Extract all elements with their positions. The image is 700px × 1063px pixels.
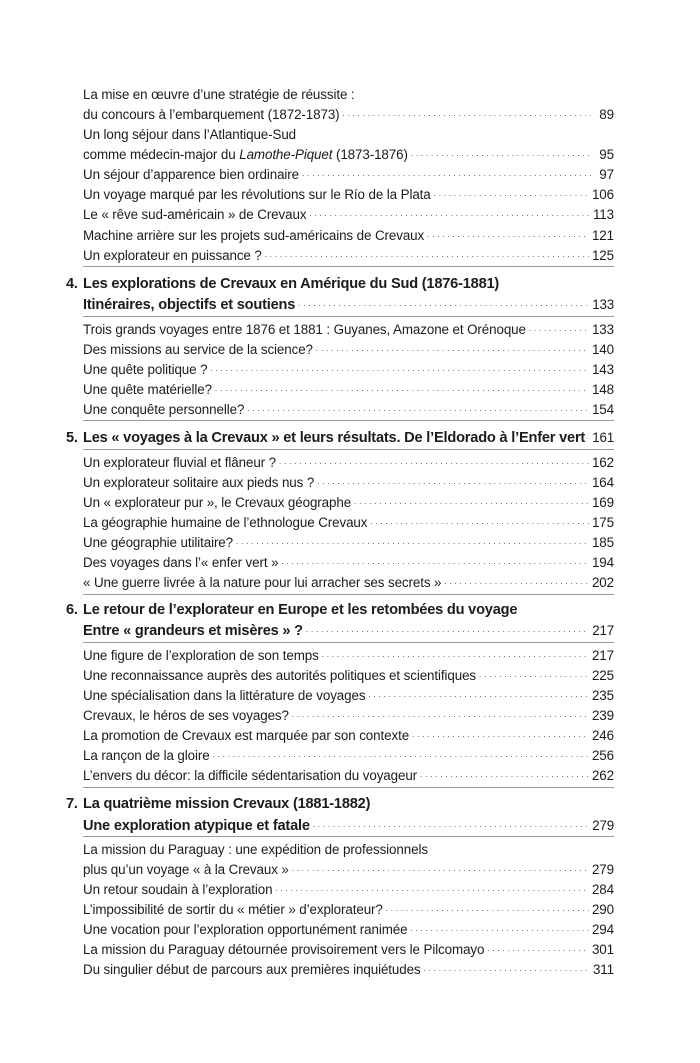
toc-entry[interactable] <box>83 667 614 685</box>
toc-entry-label: Du singulier début de parcours aux premières inquiétudes <box>83 962 421 977</box>
toc-page-number: 294 <box>591 922 614 937</box>
toc-page-number: 175 <box>591 515 614 530</box>
toc-entry[interactable] <box>83 941 614 959</box>
chapter-subtitle: Entre « grandeurs et misères » ? <box>83 623 303 639</box>
toc-entry-label: Un « explorateur pur », le Crevaux géographe <box>83 495 352 510</box>
toc-page-number: 279 <box>591 862 614 877</box>
dot-leader <box>302 169 591 179</box>
toc-entry-label: Un explorateur solitaire aux pieds nus ? <box>83 475 315 490</box>
toc-entry[interactable] <box>83 861 614 879</box>
toc-page-number: 154 <box>591 402 614 417</box>
toc-entry[interactable] <box>83 321 614 339</box>
toc-entry-label: Crevaux, le héros de ses voyages? <box>83 708 289 723</box>
toc-entry[interactable] <box>83 381 614 399</box>
dot-leader <box>292 864 589 874</box>
toc-entry[interactable] <box>83 474 614 492</box>
dot-leader <box>444 577 589 587</box>
toc-entry[interactable] <box>83 166 614 184</box>
chapter-heading[interactable] <box>66 428 614 448</box>
chapter-divider <box>83 787 614 788</box>
toc-page-number: 311 <box>592 962 614 977</box>
dot-leader <box>279 457 589 467</box>
toc-page-number: 202 <box>591 575 614 590</box>
chapter-divider <box>83 266 614 267</box>
toc-entry-label: La promotion de Crevaux est marquée par son contexte <box>83 728 410 743</box>
toc-entry[interactable] <box>83 961 614 979</box>
toc-entry[interactable] <box>83 574 614 592</box>
toc-entry-label: Une quête matérielle? <box>83 382 212 397</box>
toc-page-number: 89 <box>599 107 614 122</box>
toc-page-number: 95 <box>599 147 614 162</box>
chapter-subtitle-row[interactable] <box>83 621 614 641</box>
chapter-subtitle: Itinéraires, objectifs et soutiens <box>83 297 296 313</box>
dot-leader <box>479 670 589 680</box>
toc-entry[interactable] <box>83 921 614 939</box>
dot-leader <box>412 730 589 740</box>
toc-entry-label: La rançon de la gloire <box>83 748 210 763</box>
toc-entry-label: Une géographie utilitaire? <box>83 535 234 550</box>
toc-entry-label: Une reconnaissance auprès des autorités politiques et scientifiques <box>83 668 477 683</box>
chapter-heading[interactable] <box>66 794 614 814</box>
toc-entry[interactable] <box>83 454 614 472</box>
toc-entry-label: La mission du Paraguay : une expédition de professionnels <box>83 842 428 857</box>
dot-leader <box>411 149 591 159</box>
chapter-subtitle-row[interactable] <box>83 295 614 315</box>
dot-leader <box>292 710 589 720</box>
toc-entry-label: Machine arrière sur les projets sud-américains de Crevaux <box>83 228 425 243</box>
toc-page-number: 185 <box>591 535 614 550</box>
toc-page-number: 148 <box>591 382 614 397</box>
chapter-heading[interactable] <box>66 274 614 294</box>
toc-entry[interactable] <box>83 106 614 124</box>
chapter-page-number: 217 <box>592 623 614 638</box>
dot-leader <box>210 364 588 374</box>
toc-page-number: 246 <box>591 728 614 743</box>
chapter-number: 4. <box>66 276 78 292</box>
dot-leader <box>317 477 589 487</box>
chapter-page-number: 279 <box>592 818 614 833</box>
toc-entry[interactable] <box>83 687 614 705</box>
toc-entry[interactable] <box>83 146 614 164</box>
chapter-page-number: 133 <box>592 297 614 312</box>
toc-entry-line <box>83 841 614 859</box>
dot-leader <box>427 230 589 240</box>
toc-page-number: 235 <box>591 688 614 703</box>
toc-page-number: 162 <box>591 455 614 470</box>
chapter-divider <box>83 836 614 837</box>
toc-entry[interactable] <box>83 727 614 745</box>
toc-entry-label: Une conquête personnelle? <box>83 402 245 417</box>
toc-entry[interactable] <box>83 767 614 785</box>
dot-leader <box>236 537 589 547</box>
dot-leader <box>322 650 589 660</box>
dot-leader <box>247 404 589 414</box>
toc-entry-label: Le « rêve sud-américain » de Crevaux <box>83 207 307 222</box>
chapter-subtitle: Une exploration atypique et fatale <box>83 818 310 834</box>
toc-page-number: 97 <box>599 167 614 182</box>
toc-entry-label: Une quête politique ? <box>83 362 208 377</box>
chapter-divider <box>83 642 614 643</box>
toc-entry-label: Une figure de l’exploration de son temps <box>83 648 319 663</box>
dot-leader <box>529 324 589 334</box>
toc-entry-label: Des voyages dans l’« enfer vert » <box>83 555 279 570</box>
dot-leader <box>316 344 589 354</box>
toc-entry[interactable] <box>83 747 614 765</box>
dot-leader <box>306 625 589 635</box>
toc-entry[interactable] <box>83 206 614 224</box>
chapter-divider <box>83 449 614 450</box>
toc-entry-label: du concours à l’embarquement (1872-1873) <box>83 107 340 122</box>
toc-page-number: 169 <box>591 495 614 510</box>
toc-entry-label: Une vocation pour l’exploration opportunément ranimée <box>83 922 408 937</box>
toc-entry-label: plus qu’un voyage « à la Crevaux » <box>83 862 289 877</box>
toc-entry[interactable] <box>83 341 614 359</box>
toc-page-number: 125 <box>591 248 614 263</box>
chapter-number: 5. <box>66 430 78 446</box>
toc-page-number: 290 <box>591 902 614 917</box>
dot-leader <box>420 770 589 780</box>
toc-page-number: 121 <box>591 228 614 243</box>
toc-entry[interactable] <box>83 707 614 725</box>
toc-entry[interactable] <box>83 534 614 552</box>
toc-entry-label: Un long séjour dans l’Atlantique-Sud <box>83 127 297 142</box>
dot-leader <box>313 820 590 830</box>
toc-page-number: 239 <box>591 708 614 723</box>
toc-entry-label: Un séjour d’apparence bien ordinaire <box>83 167 299 182</box>
dot-leader <box>386 904 589 914</box>
toc-entry-label: Un explorateur fluvial et flâneur ? <box>83 455 277 470</box>
toc-page-number: 113 <box>592 207 614 222</box>
dot-leader <box>588 432 589 442</box>
dot-leader <box>215 384 589 394</box>
toc-entry[interactable] <box>83 514 614 532</box>
dot-leader <box>354 497 589 507</box>
toc-entry[interactable] <box>83 186 614 204</box>
toc-entry-label: « Une guerre livrée à la nature pour lui arracher ses secrets » <box>83 575 442 590</box>
dot-leader <box>281 557 589 567</box>
toc-page-number: 284 <box>591 882 614 897</box>
chapter-number: 6. <box>66 602 78 618</box>
toc-entry[interactable] <box>83 401 614 419</box>
dot-leader <box>276 884 589 894</box>
toc-entry-label: comme médecin-major du Lamothe-Piquet (1873-1876) <box>83 147 408 162</box>
dot-leader <box>368 690 589 700</box>
chapter-number: 7. <box>66 796 78 812</box>
toc-entry-label: L’impossibilité de sortir du « métier » d’explorateur? <box>83 902 383 917</box>
chapter-page-number: 161 <box>592 430 614 445</box>
toc-entry[interactable] <box>83 881 614 899</box>
toc-entry[interactable] <box>83 227 614 245</box>
toc-page-number: 194 <box>591 555 614 570</box>
toc-entry-label: Trois grands voyages entre 1876 et 1881 : Guyanes, Amazone et Orénoque <box>83 322 526 337</box>
toc-entry[interactable] <box>83 901 614 919</box>
toc-entry-label: La mission du Paraguay détournée provisoirement vers le Pilcomayo <box>83 942 485 957</box>
toc-entry-label: La géographie humaine de l’ethnologue Crevaux <box>83 515 368 530</box>
toc-entry-label: La mise en œuvre d’une stratégie de réussite : <box>83 87 355 102</box>
toc-page-number: 256 <box>591 748 614 763</box>
chapter-divider <box>83 594 614 595</box>
toc-entry[interactable] <box>83 494 614 512</box>
toc-entry-line <box>83 86 614 104</box>
dot-leader <box>370 517 589 527</box>
chapter-title: La quatrième mission Crevaux (1881-1882) <box>83 796 371 812</box>
toc-entry[interactable] <box>83 647 614 665</box>
toc-entry-label: Une spécialisation dans la littérature de voyages <box>83 688 366 703</box>
toc-entry[interactable] <box>83 361 614 379</box>
toc-page-number: 217 <box>591 648 614 663</box>
toc-page-number: 225 <box>591 668 614 683</box>
dot-leader <box>424 964 590 974</box>
chapter-heading[interactable] <box>66 600 614 620</box>
chapter-title: Les « voyages à la Crevaux » et leurs résultats. De l’Eldorado à l’Enfer vert <box>83 430 586 446</box>
toc-page-number: 262 <box>591 768 614 783</box>
dot-leader <box>309 209 590 219</box>
dot-leader <box>298 299 589 309</box>
dot-leader <box>487 944 589 954</box>
toc-page-number: 140 <box>591 342 614 357</box>
toc-page-number: 164 <box>591 475 614 490</box>
toc-page-number: 106 <box>591 187 614 202</box>
toc-entry-label: Des missions au service de la science? <box>83 342 313 357</box>
toc-entry-label: Un explorateur en puissance ? <box>83 248 262 263</box>
chapter-title: Les explorations de Crevaux en Amérique du Sud (1876-1881) <box>83 276 500 292</box>
dot-leader <box>265 250 589 260</box>
toc-page-number: 133 <box>591 322 614 337</box>
dot-leader <box>213 750 589 760</box>
toc-entry[interactable] <box>83 247 614 265</box>
toc-page-number: 301 <box>591 942 614 957</box>
dot-leader <box>434 189 589 199</box>
chapter-divider <box>83 316 614 317</box>
chapter-title: Le retour de l’explorateur en Europe et les retombées du voyage <box>83 602 518 618</box>
toc-page-number: 143 <box>591 362 614 377</box>
toc-entry-label: L’envers du décor: la difficile sédentarisation du voyageur <box>83 768 418 783</box>
chapter-subtitle-row[interactable] <box>83 816 614 836</box>
ship-name: Lamothe-Piquet <box>239 147 333 162</box>
dot-leader <box>410 924 588 934</box>
toc-entry[interactable] <box>83 554 614 572</box>
dot-leader <box>343 109 591 119</box>
toc-entry-line <box>83 126 614 144</box>
toc-entry-label: Un voyage marqué par les révolutions sur le Río de la Plata <box>83 187 431 202</box>
toc-entry-label: Un retour soudain à l’exploration <box>83 882 273 897</box>
chapter-divider <box>83 420 614 421</box>
